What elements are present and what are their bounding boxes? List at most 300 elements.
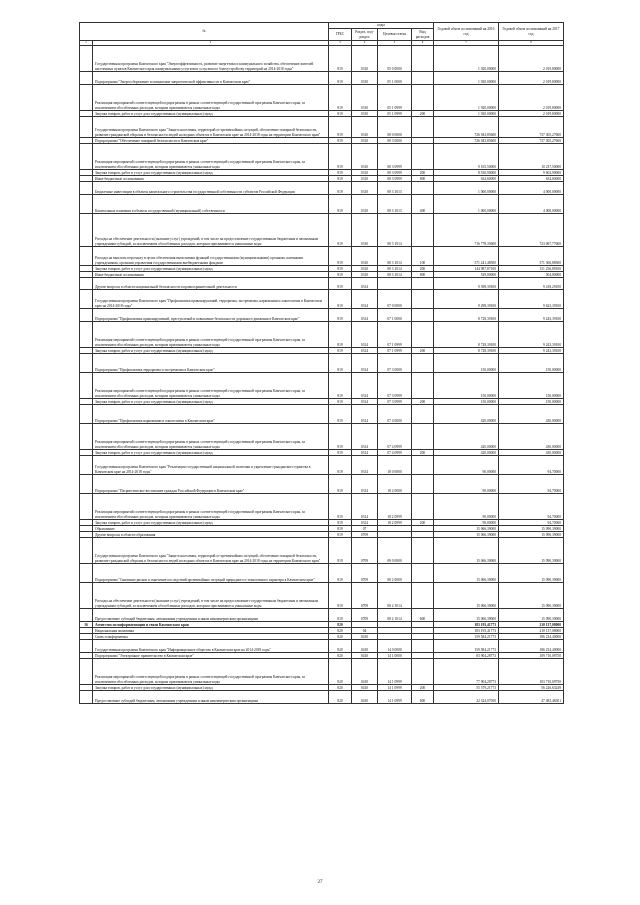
row-volume-2017: 47 483,46501 bbox=[499, 691, 564, 704]
row-volume-2017: 15 090,39000 bbox=[499, 526, 564, 532]
row-target: 08 2 1014 bbox=[378, 583, 412, 609]
row-volume-2017: 2 019,80000 bbox=[499, 111, 564, 117]
row-grbs: 819 bbox=[329, 266, 352, 272]
row-name: Реализация мероприятий соответствующей подпрограммы в рамках соответствующей государственной программы Камчатского края, за исключением обособленных расходов, которым присваиваются уникальные коды bbox=[93, 322, 329, 348]
header-codes: коды bbox=[329, 23, 434, 29]
row-volume-2016: 90,00000 bbox=[434, 475, 499, 494]
row-section: 0310 bbox=[352, 117, 378, 138]
table-row bbox=[80, 46, 564, 72]
row-expense-type bbox=[412, 564, 434, 583]
row-grbs: 819 bbox=[329, 272, 352, 278]
budget-sheet bbox=[79, 22, 563, 704]
row-expense-type bbox=[412, 583, 434, 609]
row-volume-2016: 8 728,39100 bbox=[434, 322, 499, 348]
row-number bbox=[80, 85, 93, 111]
row-expense-type bbox=[412, 214, 434, 247]
row-volume-2016: 1 920,00000 bbox=[434, 111, 499, 117]
row-expense-type: 600 bbox=[412, 609, 434, 622]
column-index: 5 bbox=[378, 41, 412, 46]
row-section: 0310 bbox=[352, 272, 378, 278]
row-expense-type: 200 bbox=[412, 450, 434, 456]
row-target: 07 1 0999 bbox=[378, 348, 412, 354]
row-name: Закупка товаров, работ и услуг для государственных (муниципальных) нужд bbox=[93, 111, 329, 117]
row-number bbox=[80, 290, 93, 309]
row-section: 0410 bbox=[352, 640, 378, 653]
row-target: 14 1 0000 bbox=[378, 653, 412, 659]
table-row bbox=[80, 214, 564, 247]
row-section: 0310 bbox=[352, 85, 378, 111]
row-name: Государственная программа Камчатского края "Реализация государственной национальной политики и укрепление гражданского единства в Камчатском крае на 2014-2018 годы" bbox=[93, 456, 329, 475]
row-name: Другие вопросы в области образования bbox=[93, 532, 329, 538]
row-volume-2017: 737 305,27600 bbox=[499, 138, 564, 144]
row-volume-2016: 90,00000 bbox=[434, 456, 499, 475]
row-volume-2016: 1 920,00000 bbox=[434, 72, 499, 85]
row-section: 0314 bbox=[352, 278, 378, 290]
row-section: 0314 bbox=[352, 520, 378, 526]
row-number bbox=[80, 424, 93, 450]
row-number bbox=[80, 373, 93, 399]
row-name: Подпрограмма "Обеспечение пожарной безопасности в Камчатском крае" bbox=[93, 138, 329, 144]
row-name: Подпрограмма "Энергосбережение и повышение энергетической эффективности в Камчатском крае" bbox=[93, 72, 329, 85]
row-volume-2016: 150,00000 bbox=[434, 354, 499, 373]
budget-table bbox=[79, 22, 564, 704]
row-volume-2016: 22 324,07050 bbox=[434, 691, 499, 704]
row-grbs: 820 bbox=[329, 659, 352, 685]
row-name: Предоставление субсидий бюджетным, автономным учреждениям и иным некоммерческим организациям bbox=[93, 609, 329, 622]
row-volume-2017: 2 019,80000 bbox=[499, 46, 564, 72]
row-volume-2016: 1 000,00000 bbox=[434, 182, 499, 195]
row-volume-2016: 150,00000 bbox=[434, 399, 499, 405]
row-expense-type: 200 bbox=[412, 348, 434, 354]
row-name: Капитальные вложения в объекты государственной (муниципальной) собственности bbox=[93, 195, 329, 214]
table-row bbox=[80, 117, 564, 138]
row-volume-2017: 2 019,80000 bbox=[499, 85, 564, 111]
row-volume-2017: 151 256,89100 bbox=[499, 266, 564, 272]
table-row bbox=[80, 354, 564, 373]
row-name: Закупка товаров, работ и услуг для государственных (муниципальных) нужд bbox=[93, 348, 329, 354]
row-grbs: 819 bbox=[329, 322, 352, 348]
row-volume-2016: 55 579,21773 bbox=[434, 685, 499, 691]
row-name: Закупка товаров, работ и услуг для государственных (муниципальных) нужд bbox=[93, 399, 329, 405]
row-grbs: 819 bbox=[329, 399, 352, 405]
row-volume-2017: 210 137,08000 bbox=[499, 628, 564, 634]
row-target: 14 0 0000 bbox=[378, 640, 412, 653]
row-section: 0310 bbox=[352, 111, 378, 117]
row-name: Подпрограмма "Профилактика терроризма и экстремизма в Камчатском крае" bbox=[93, 354, 329, 373]
row-expense-type bbox=[412, 117, 434, 138]
row-target: 08 3 0000 bbox=[378, 138, 412, 144]
row-name: Государственная программа Камчатского края "Защита населения, территорий от чрезвычайных ситуаций, обеспечение пожарной безопасности, развитие гражданской обороны и безопасности людей на водных объектах в Камчатском крае на 2014-2018 годы на территории Камчатского края" bbox=[93, 117, 329, 138]
row-section: 0314 bbox=[352, 475, 378, 494]
row-volume-2017: 9 623,39100 bbox=[499, 290, 564, 309]
row-volume-2017: 571 306,88500 bbox=[499, 247, 564, 266]
row-volume-2016: 183 195,41773 bbox=[434, 622, 499, 628]
row-volume-2017: 15 090,39000 bbox=[499, 532, 564, 538]
row-volume-2016: 90,00000 bbox=[434, 494, 499, 520]
row-section: 0410 bbox=[352, 659, 378, 685]
row-grbs: 819 bbox=[329, 424, 352, 450]
row-volume-2017: 504,00000 bbox=[499, 272, 564, 278]
row-section: 0314 bbox=[352, 290, 378, 309]
row-name: Закупка товаров, работ и услуг для государственных (муниципальных) нужд bbox=[93, 450, 329, 456]
row-expense-type bbox=[412, 278, 434, 290]
table-body bbox=[80, 46, 564, 704]
row-grbs: 819 bbox=[329, 290, 352, 309]
row-expense-type: 200 bbox=[412, 520, 434, 526]
row-volume-2016: 529,00000 bbox=[434, 272, 499, 278]
row-volume-2017: 150,00000 bbox=[499, 354, 564, 373]
column-index: 6 bbox=[412, 41, 434, 46]
row-grbs: 819 bbox=[329, 278, 352, 290]
table-row bbox=[80, 640, 564, 653]
row-expense-type bbox=[412, 72, 434, 85]
row-name: Предоставление субсидий бюджетным, автономным учреждениям и иным некоммерческим организациям bbox=[93, 691, 329, 704]
row-name: Связь и информатика bbox=[93, 634, 329, 640]
row-grbs: 819 bbox=[329, 170, 352, 176]
row-volume-2017: 2 019,80000 bbox=[499, 72, 564, 85]
row-number bbox=[80, 475, 93, 494]
table-row bbox=[80, 278, 564, 290]
row-volume-2016: 9 298,39100 bbox=[434, 290, 499, 309]
row-target: 08 3 1013 bbox=[378, 195, 412, 214]
row-expense-type bbox=[412, 290, 434, 309]
row-grbs: 819 bbox=[329, 564, 352, 583]
header-volume-2017: Годовой объем ассигнований на 2017 год bbox=[499, 23, 564, 41]
row-volume-2017: 430,00000 bbox=[499, 405, 564, 424]
table-row bbox=[80, 456, 564, 475]
row-number bbox=[80, 195, 93, 214]
row-section: 0410 bbox=[352, 634, 378, 640]
row-grbs: 820 bbox=[329, 691, 352, 704]
row-volume-2017: 10 237,50000 bbox=[499, 144, 564, 170]
row-volume-2016: 726 943,85600 bbox=[434, 117, 499, 138]
row-volume-2016: 1 000,00000 bbox=[434, 195, 499, 214]
row-name: Реализация мероприятий соответствующей подпрограммы в рамках соответствующей государственной программы Камчатского края, за исключением обособленных расходов, которым присваиваются уникальные коды bbox=[93, 659, 329, 685]
row-volume-2016: 144 987,87100 bbox=[434, 266, 499, 272]
row-volume-2017: 15 090,39000 bbox=[499, 564, 564, 583]
row-grbs: 819 bbox=[329, 144, 352, 170]
row-name: Закупка товаров, работ и услуг для государственных (муниципальных) нужд bbox=[93, 520, 329, 526]
row-target: 07 3 0999 bbox=[378, 399, 412, 405]
row-expense-type bbox=[412, 538, 434, 564]
row-target: 07 0 0000 bbox=[378, 290, 412, 309]
row-section: 0709 bbox=[352, 538, 378, 564]
row-grbs: 819 bbox=[329, 354, 352, 373]
row-grbs: 819 bbox=[329, 583, 352, 609]
row-volume-2016: 90,00000 bbox=[434, 520, 499, 526]
row-volume-2017: 109 710,09750 bbox=[499, 653, 564, 659]
row-volume-2017: 56 226,63249 bbox=[499, 685, 564, 691]
row-expense-type bbox=[412, 322, 434, 348]
header-number: № bbox=[80, 23, 329, 41]
row-expense-type bbox=[412, 456, 434, 475]
row-grbs: 819 bbox=[329, 609, 352, 622]
row-volume-2016: 15 066,39000 bbox=[434, 538, 499, 564]
row-section: 0310 bbox=[352, 72, 378, 85]
row-number bbox=[80, 278, 93, 290]
row-volume-2016: 150,00000 bbox=[434, 373, 499, 399]
row-volume-2017: 723 067,77600 bbox=[499, 214, 564, 247]
row-expense-type bbox=[412, 405, 434, 424]
row-grbs: 820 bbox=[329, 634, 352, 640]
row-volume-2016: 1 920,00000 bbox=[434, 46, 499, 72]
row-volume-2016: 15 066,39000 bbox=[434, 609, 499, 622]
row-name: Государственная программа Камчатского края "Энергоэффективность, развитие энергетики и коммунального хозяйства, обеспечение жителей населенных пунктов Камчатского края коммунальными услугами и услугами по благоустройству территорий на 2014-2018 годы" bbox=[93, 46, 329, 72]
row-volume-2016: 159 584,21773 bbox=[434, 640, 499, 653]
row-name: Государственная программа Камчатского края "Защита населения, территорий от чрезвычайных ситуаций, обеспечение пожарной безопасности, развитие гражданской обороны и безопасности людей на водных объектах в Камчатском крае на 2014-2018 годы на территории Камчатского края" bbox=[93, 538, 329, 564]
row-section: 0410 bbox=[352, 685, 378, 691]
row-name: Иные бюджетные ассигнования bbox=[93, 272, 329, 278]
row-number bbox=[80, 144, 93, 170]
row-target bbox=[378, 278, 412, 290]
row-name: Реализация мероприятий соответствующей подпрограммы в рамках соответствующей государственной программы Камчатского края, за исключением обособленных расходов, которым присваиваются уникальные коды bbox=[93, 424, 329, 450]
row-section: 0314 bbox=[352, 373, 378, 399]
table-row bbox=[80, 564, 564, 583]
table-row bbox=[80, 85, 564, 111]
row-volume-2016: 77 904,28773 bbox=[434, 659, 499, 685]
row-expense-type bbox=[412, 640, 434, 653]
row-volume-2016: 9 398,39100 bbox=[434, 278, 499, 290]
row-name: Реализация мероприятий соответствующей подпрограммы в рамках соответствующей государственной программы Камчатского края, за исключением обособленных расходов, которым присваиваются уникальные коды bbox=[93, 494, 329, 520]
row-section: 0314 bbox=[352, 450, 378, 456]
table-row bbox=[80, 322, 564, 348]
row-grbs: 819 bbox=[329, 405, 352, 424]
row-target: 05 1 0999 bbox=[378, 111, 412, 117]
row-grbs: 820 bbox=[329, 685, 352, 691]
table-row bbox=[80, 309, 564, 322]
row-volume-2017: 210 137,08000 bbox=[499, 622, 564, 628]
row-number bbox=[80, 46, 93, 72]
row-section: 0314 bbox=[352, 399, 378, 405]
row-grbs: 819 bbox=[329, 309, 352, 322]
row-target: 08 3 1014 bbox=[378, 214, 412, 247]
row-section: 0310 bbox=[352, 195, 378, 214]
row-number bbox=[80, 72, 93, 85]
row-target: 18 2 0999 bbox=[378, 520, 412, 526]
row-volume-2017: 186 234,40000 bbox=[499, 634, 564, 640]
row-name: Образование bbox=[93, 526, 329, 532]
row-section: 0709 bbox=[352, 583, 378, 609]
row-volume-2016: 420,00000 bbox=[434, 424, 499, 450]
row-volume-2017: 4 000,00000 bbox=[499, 195, 564, 214]
row-number bbox=[80, 322, 93, 348]
row-expense-type: 800 bbox=[412, 272, 434, 278]
row-section: 07 bbox=[352, 526, 378, 532]
row-section: 0310 bbox=[352, 214, 378, 247]
row-section: 0314 bbox=[352, 348, 378, 354]
row-volume-2016: 8 530,90000 bbox=[434, 170, 499, 176]
row-name: Государственная программа Камчатского края "Информационное общество в Камчатском крае на 2014-2018 годы" bbox=[93, 640, 329, 653]
table-row bbox=[80, 405, 564, 424]
row-number bbox=[80, 354, 93, 373]
row-expense-type bbox=[412, 182, 434, 195]
row-expense-type: 800 bbox=[412, 176, 434, 182]
column-index: 2 bbox=[93, 41, 329, 46]
row-volume-2017: 186 234,40000 bbox=[499, 640, 564, 653]
row-number bbox=[80, 309, 93, 322]
row-volume-2017: 94,70000 bbox=[499, 520, 564, 526]
row-section: 0310 bbox=[352, 144, 378, 170]
row-number bbox=[80, 609, 93, 622]
row-name: Национальная экономика bbox=[93, 628, 329, 634]
column-index: 3 bbox=[329, 41, 352, 46]
row-number bbox=[80, 405, 93, 424]
row-volume-2016: 1 920,00000 bbox=[434, 85, 499, 111]
row-name: Закупка товаров, работ и услуг для государственных (муниципальных) нужд bbox=[93, 685, 329, 691]
row-expense-type: 200 bbox=[412, 266, 434, 272]
table-row bbox=[80, 144, 564, 170]
row-grbs: 819 bbox=[329, 247, 352, 266]
row-expense-type: 400 bbox=[412, 195, 434, 214]
row-target: 07 1 0999 bbox=[378, 322, 412, 348]
row-grbs: 819 bbox=[329, 111, 352, 117]
row-target: 08 2 1014 bbox=[378, 609, 412, 622]
row-volume-2016: 8 728,39100 bbox=[434, 348, 499, 354]
row-expense-type bbox=[412, 85, 434, 111]
row-expense-type bbox=[412, 659, 434, 685]
row-grbs: 819 bbox=[329, 138, 352, 144]
row-expense-type bbox=[412, 475, 434, 494]
row-expense-type: 600 bbox=[412, 691, 434, 704]
row-number bbox=[80, 538, 93, 564]
column-index: 1 bbox=[80, 41, 93, 46]
row-grbs: 819 bbox=[329, 85, 352, 111]
row-target: 08 2 0000 bbox=[378, 564, 412, 583]
header-expense-type: Вид расходов bbox=[412, 29, 434, 41]
row-grbs: 819 bbox=[329, 176, 352, 182]
row-section: 0310 bbox=[352, 170, 378, 176]
row-volume-2016: 15 066,39000 bbox=[434, 564, 499, 583]
row-expense-type: 200 bbox=[412, 170, 434, 176]
row-grbs: 819 bbox=[329, 494, 352, 520]
row-volume-2016: 571 241,48500 bbox=[434, 247, 499, 266]
table-row bbox=[80, 424, 564, 450]
table-row bbox=[80, 659, 564, 685]
row-name: Подпрограмма "Патриотическое воспитание граждан Российской Федерации в Камчатском крае" bbox=[93, 475, 329, 494]
row-number bbox=[80, 583, 93, 609]
row-name: Другие вопросы в области национальной безопасности и правоохранительной деятельности bbox=[93, 278, 329, 290]
row-section: 0314 bbox=[352, 322, 378, 348]
row-expense-type bbox=[412, 309, 434, 322]
row-volume-2016: 83 904,28773 bbox=[434, 653, 499, 659]
row-section: 0310 bbox=[352, 46, 378, 72]
row-name: Закупка товаров, работ и услуг для государственных (муниципальных) нужд bbox=[93, 266, 329, 272]
row-number bbox=[80, 214, 93, 247]
row-grbs: 819 bbox=[329, 348, 352, 354]
row-number bbox=[80, 691, 93, 704]
row-name: Расходы на выплаты персоналу в целях обеспечения выполнения функций государственными (муниципальными) органами, казенными учреждениями, органами управления государственными внебюджетными фондами bbox=[93, 247, 329, 266]
row-section: 0314 bbox=[352, 405, 378, 424]
row-section: 0314 bbox=[352, 456, 378, 475]
row-grbs: 820 bbox=[329, 640, 352, 653]
row-expense-type: 200 bbox=[412, 111, 434, 117]
row-section: 0314 bbox=[352, 309, 378, 322]
row-grbs: 819 bbox=[329, 475, 352, 494]
header-grbs: ГРБС bbox=[329, 29, 352, 41]
row-target: 08 3 1014 bbox=[378, 266, 412, 272]
row-target: 18 2 0000 bbox=[378, 475, 412, 494]
row-number bbox=[80, 456, 93, 475]
column-index: 8 bbox=[499, 41, 564, 46]
row-volume-2017: 9 418,29100 bbox=[499, 278, 564, 290]
header-target: Целевая статья bbox=[378, 29, 412, 41]
row-volume-2017: 15 090,39000 bbox=[499, 583, 564, 609]
row-target: 08 0 0000 bbox=[378, 538, 412, 564]
column-index: 4 bbox=[352, 41, 378, 46]
row-grbs: 819 bbox=[329, 195, 352, 214]
row-volume-2016: 726 943,85600 bbox=[434, 138, 499, 144]
row-target: 08 3 0999 bbox=[378, 176, 412, 182]
row-volume-2017: 15 090,39000 bbox=[499, 609, 564, 622]
row-section: 0310 bbox=[352, 247, 378, 266]
row-volume-2017: 9 243,39100 bbox=[499, 322, 564, 348]
row-name: Подпрограмма "Электронное правительство в Камчатском крае" bbox=[93, 653, 329, 659]
row-volume-2017: 103 710,09750 bbox=[499, 659, 564, 685]
row-target: 14 1 0999 bbox=[378, 691, 412, 704]
row-grbs: 819 bbox=[329, 532, 352, 538]
row-section: 0709 bbox=[352, 564, 378, 583]
row-target: 05 1 0000 bbox=[378, 72, 412, 85]
row-target: 07 3 0000 bbox=[378, 354, 412, 373]
row-section: 0410 bbox=[352, 691, 378, 704]
table-row bbox=[80, 494, 564, 520]
row-name: Бюджетные инвестиции в объекты капитального строительства государственной собственности субъектов Российской Федерации bbox=[93, 182, 329, 195]
row-grbs: 819 bbox=[329, 456, 352, 475]
row-name: Реализация мероприятий соответствующей подпрограммы в рамках соответствующей государственной программы Камчатского края, за исключением обособленных расходов, которым присваиваются уникальные коды bbox=[93, 85, 329, 111]
row-grbs: 819 bbox=[329, 72, 352, 85]
row-number bbox=[80, 247, 93, 266]
column-index: 7 bbox=[434, 41, 499, 46]
row-number bbox=[80, 494, 93, 520]
row-target: 07 4 0000 bbox=[378, 405, 412, 424]
table-row bbox=[80, 182, 564, 195]
row-section: 0310 bbox=[352, 138, 378, 144]
row-expense-type bbox=[412, 494, 434, 520]
page-number: 27 bbox=[317, 880, 323, 885]
row-number bbox=[80, 117, 93, 138]
row-volume-2017: 9 243,39100 bbox=[499, 348, 564, 354]
row-grbs: 819 bbox=[329, 520, 352, 526]
row-target: 08 0 0000 bbox=[378, 117, 412, 138]
row-target: 08 3 0999 bbox=[378, 144, 412, 170]
row-expense-type bbox=[412, 354, 434, 373]
row-volume-2016: 15 066,39000 bbox=[434, 526, 499, 532]
row-name: Подпрограмма "Снижение рисков и смягчение последствий чрезвычайных ситуаций природного и техногенного характера в Камчатском крае" bbox=[93, 564, 329, 583]
row-target: 07 3 0999 bbox=[378, 373, 412, 399]
row-target: 14 1 0999 bbox=[378, 685, 412, 691]
row-grbs: 819 bbox=[329, 117, 352, 138]
row-number bbox=[80, 659, 93, 685]
row-volume-2017: 150,00000 bbox=[499, 399, 564, 405]
row-volume-2016: 420,00000 bbox=[434, 450, 499, 456]
table-row bbox=[80, 290, 564, 309]
row-volume-2016: 420,00000 bbox=[434, 405, 499, 424]
table-row bbox=[80, 247, 564, 266]
row-name: Закупка товаров, работ и услуг для государственных (муниципальных) нужд bbox=[93, 170, 329, 176]
row-volume-2017: 634,60000 bbox=[499, 176, 564, 182]
row-volume-2016: 183 195,41773 bbox=[434, 628, 499, 634]
row-volume-2016: 159 584,21773 bbox=[434, 634, 499, 640]
row-section: 0709 bbox=[352, 532, 378, 538]
row-section: 0410 bbox=[352, 653, 378, 659]
row-target: 14 1 0999 bbox=[378, 659, 412, 685]
row-name: Расходы на обеспечение деятельности (оказание услуг) учреждений, в том числе на предоставление государственным бюджетным и автономным учреждениям субсидий, за исключением обособленных расходов, которым присваиваются уникальные коды bbox=[93, 583, 329, 609]
row-grbs: 819 bbox=[329, 526, 352, 532]
row-grbs: 820 bbox=[329, 653, 352, 659]
row-name: Иные бюджетные ассигнования bbox=[93, 176, 329, 182]
table-row bbox=[80, 72, 564, 85]
row-section: 0314 bbox=[352, 494, 378, 520]
